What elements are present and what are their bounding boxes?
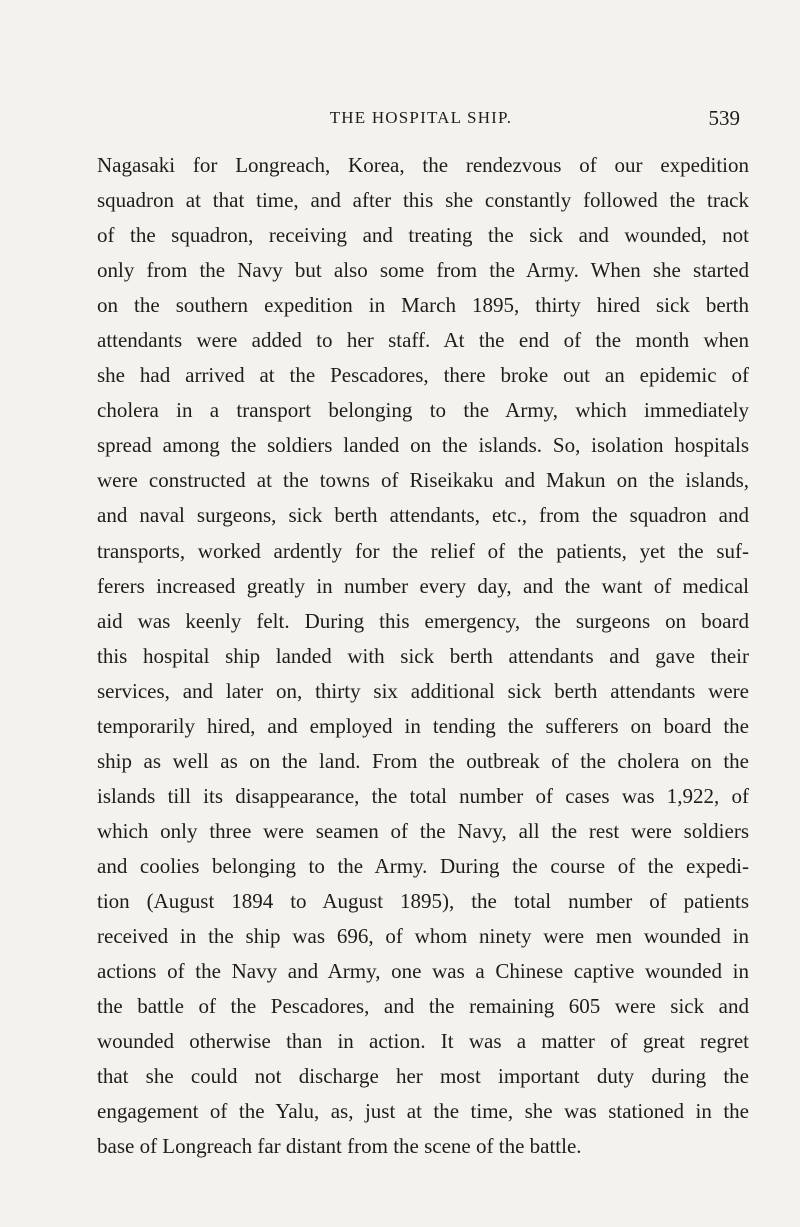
text-line: which only three were seamen of the Navy, all the rest were soldiers xyxy=(97,818,749,843)
text-line: only from the Navy but also some from the Army. When she started xyxy=(97,258,749,283)
text-line: were constructed at the towns of Riseikaku and Makun on the islands, xyxy=(97,468,749,493)
text-line: actions of the Navy and Army, one was a Chinese captive wounded in xyxy=(97,959,749,984)
text-line: services, and later on, thirty six additional sick berth attendants were xyxy=(97,678,749,703)
text-line: ship as well as on the land. From the outbreak of the cholera on the xyxy=(97,748,749,773)
text-line: temporarily hired, and employed in tending the sufferers on board the xyxy=(97,713,749,738)
text-line: cholera in a transport belonging to the Army, which immediately xyxy=(97,398,749,423)
text-line: on the southern expedition in March 1895, thirty hired sick berth xyxy=(97,293,749,318)
text-line: engagement of the Yalu, as, just at the time, she was stationed in the xyxy=(97,1099,749,1124)
text-line: received in the ship was 696, of whom ninety were men wounded in xyxy=(97,924,749,949)
text-line: ferers increased greatly in number every day, and the want of medical xyxy=(97,573,749,598)
text-line: islands till its disappearance, the total number of cases was 1,922, of xyxy=(97,783,749,808)
text-line: she had arrived at the Pescadores, there broke out an epidemic of xyxy=(97,363,749,388)
text-line: wounded otherwise than in action. It was a matter of great regret xyxy=(97,1029,749,1054)
text-line: tion (August 1894 to August 1895), the total number of patients xyxy=(97,888,749,913)
text-line: of the squadron, receiving and treating the sick and wounded, not xyxy=(97,223,749,248)
text-line: base of Longreach far distant from the scene of the battle. xyxy=(97,1134,582,1159)
running-head xyxy=(96,104,746,134)
text-line: that she could not discharge her most important duty during the xyxy=(97,1064,749,1089)
text-line: spread among the soldiers landed on the islands. So, isolation hospitals xyxy=(97,433,749,458)
page-number: 539 xyxy=(708,106,740,130)
body-paragraph xyxy=(97,148,749,1164)
text-line: squadron at that time, and after this she constantly followed the track xyxy=(97,188,749,213)
text-line: Nagasaki for Longreach, Korea, the rendezvous of our expedition xyxy=(97,153,749,177)
text-line: transports, worked ardently for the relief of the patients, yet the suf- xyxy=(97,538,749,563)
text-line: aid was keenly felt. During this emergency, the surgeons on board xyxy=(97,608,749,633)
text-line: attendants were added to her staff. At the end of the month when xyxy=(97,328,749,353)
text-line: and coolies belonging to the Army. During the course of the expedi- xyxy=(97,853,749,878)
running-title: THE HOSPITAL SHIP. xyxy=(329,108,513,127)
text-line: this hospital ship landed with sick berth attendants and gave their xyxy=(97,643,749,668)
text-line: and naval surgeons, sick berth attendants, etc., from the squadron and xyxy=(97,503,749,528)
text-line: the battle of the Pescadores, and the remaining 605 were sick and xyxy=(97,994,749,1019)
